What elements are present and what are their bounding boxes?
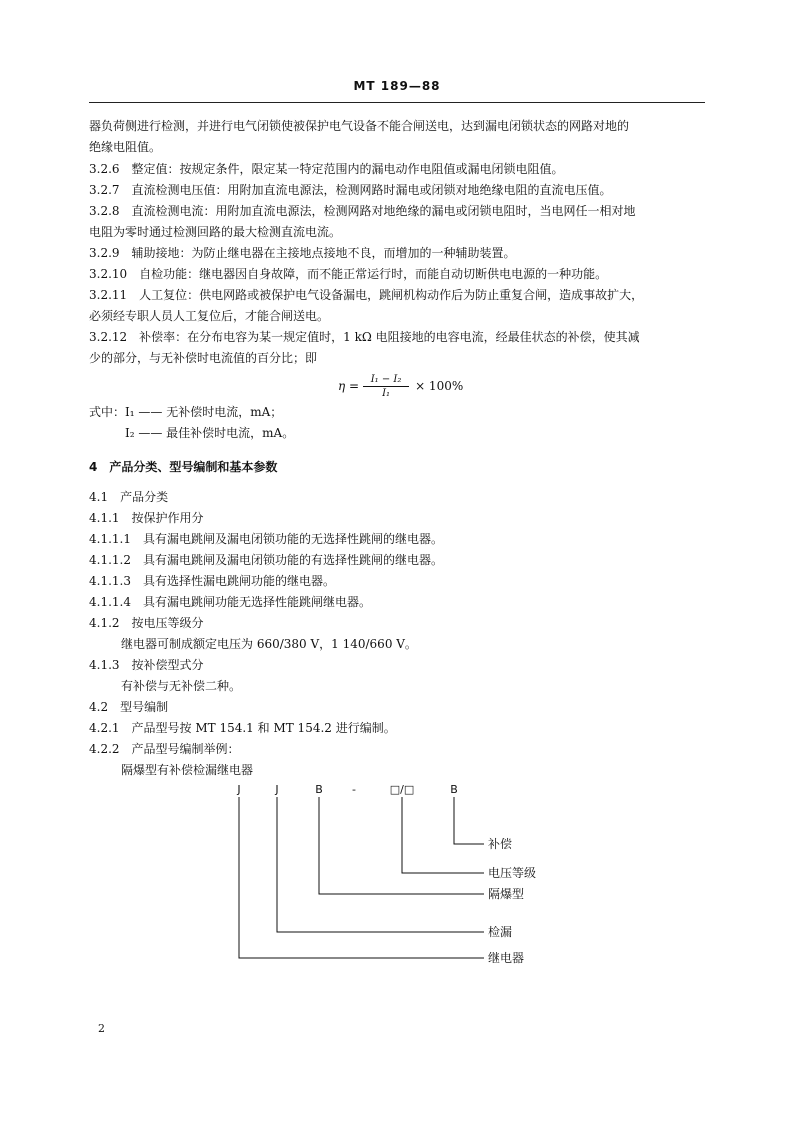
paragraph-line: 电阻为零时通过检测回路的最大检测直流电流。 [89, 225, 342, 239]
clause-number: 3.2.6 [89, 162, 120, 176]
where-def-2: I₂ —— 最佳补偿时电流，mA。 [125, 426, 295, 440]
clause-number: 4.1.1.4 [89, 595, 131, 609]
clause-text: 辅助接地：为防止继电器在主接地点接地不良，而增加的一种辅助装置。 [131, 246, 516, 260]
label-leak-detection: 检漏 [488, 925, 513, 939]
clause-number: 4.1.1 [89, 511, 120, 525]
clause-number: 4.1.3 [89, 658, 120, 672]
clause-text: 人工复位：供电网路或被保护电气设备漏电，跳闸机构动作后为防止重复合闸，造成事故扩大， [139, 288, 644, 302]
clause-text: 整定值：按规定条件，限定某一特定范围内的漏电动作电阻值或漏电闭锁电阻值。 [131, 162, 564, 176]
formula-numerator: I₁ − I₂ [370, 373, 402, 385]
label-voltage-level: 电压等级 [488, 866, 537, 880]
code-letter-J2: J [275, 783, 279, 796]
formula-rest: × 100% [415, 379, 464, 393]
where-def-1: I₁ —— 无补偿时电流，mA； [125, 405, 283, 419]
example-title: 隔爆型有补偿检漏继电器 [121, 763, 254, 777]
clause-text: 产品型号按 MT 154.1 和 MT 154.2 进行编制。 [131, 721, 396, 735]
clause-text: 自检功能：继电器因自身故障，而不能正常运行时，而能自动切断供电电源的一种功能。 [139, 267, 608, 281]
code-letter-B2: B [450, 783, 458, 796]
clause-number: 4.2.2 [89, 742, 120, 756]
clause-text: 按保护作用分 [131, 511, 204, 525]
clause-number: 3.2.10 [89, 267, 128, 281]
label-relay: 继电器 [488, 951, 525, 965]
code-letter-J1: J [237, 783, 241, 796]
code-dash: - [352, 783, 356, 796]
clause-text: 具有漏电跳闸及漏电闭锁功能的有选择性跳闸的继电器。 [142, 553, 443, 567]
clause-text: 直流检测电流：用附加直流电源法，检测网路对地绝缘的漏电或闭锁电阻时，当电网任一相对地 [131, 204, 636, 218]
formula-lhs: η = [338, 379, 360, 393]
page-number: 2 [98, 1022, 105, 1035]
clause-number: 3.2.12 [89, 330, 128, 344]
paragraph-line: 少的部分，与无补偿时电流值的百分比；即 [89, 351, 318, 365]
where-prefix: 式中： [89, 405, 126, 419]
clause-text: 按电压等级分 [131, 616, 204, 630]
clause-text: 补偿率：在分布电容为某一规定值时，1 kΩ 电阻接地的电容电流，经最佳状态的补偿，使其减 [139, 330, 640, 344]
formula-denominator: I₁ [382, 387, 391, 399]
code-voltage-placeholder: □/□ [389, 783, 415, 796]
code-letter-B1: B [315, 783, 323, 796]
paragraph-line: 绝缘电阻值。 [89, 140, 162, 154]
clause-number: 3.2.9 [89, 246, 120, 260]
leader-line-compensation [454, 797, 484, 844]
leader-line-voltage [402, 797, 484, 873]
clause-number: 3.2.8 [89, 204, 120, 218]
leader-line-leak [277, 797, 484, 932]
clause-body: 有补偿与无补偿二种。 [121, 679, 242, 693]
label-compensation: 补偿 [488, 837, 513, 851]
clause-text: 按补偿型式分 [131, 658, 204, 672]
clause-number: 4.1.1.2 [89, 553, 131, 567]
clause-number: 4.1.1.1 [89, 532, 131, 546]
clause-number: 4.1.1.3 [89, 574, 131, 588]
clause-number: 4.1.2 [89, 616, 120, 630]
paragraph-line: 必须经专职人员人工复位后，才能合闸送电。 [89, 309, 330, 323]
leader-line-relay [239, 797, 484, 958]
clause-text: 具有漏电跳闸及漏电闭锁功能的无选择性跳闸的继电器。 [142, 532, 443, 546]
paragraph-line: 器负荷侧进行检测，并进行电气闭锁使被保护电气设备不能合闸送电，达到漏电闭锁状态的网路对地的 [89, 119, 630, 133]
clause-body: 继电器可制成额定电压为 660/380 V，1 140/660 V。 [121, 637, 417, 651]
section-4-title: 4 产品分类、型号编制和基本参数 [89, 460, 278, 474]
clause-text: 产品型号编制举例： [131, 742, 240, 756]
clause-number: 4.2.1 [89, 721, 120, 735]
label-flameproof: 隔爆型 [488, 887, 525, 901]
standard-header: MT 189—88 [353, 79, 441, 93]
section-4-1: 4.1 产品分类 [89, 490, 169, 504]
clause-number: 3.2.7 [89, 183, 120, 197]
clause-text: 具有漏电跳闸功能无选择性能跳闸继电器。 [142, 595, 371, 609]
clause-text: 直流检测电压值：用附加直流电源法，检测网路时漏电或闭锁对地绝缘电阻的直流电压值。 [131, 183, 612, 197]
clause-number: 3.2.11 [89, 288, 128, 302]
section-4-2: 4.2 型号编制 [89, 700, 169, 714]
clause-text: 具有选择性漏电跳闸功能的继电器。 [142, 574, 335, 588]
